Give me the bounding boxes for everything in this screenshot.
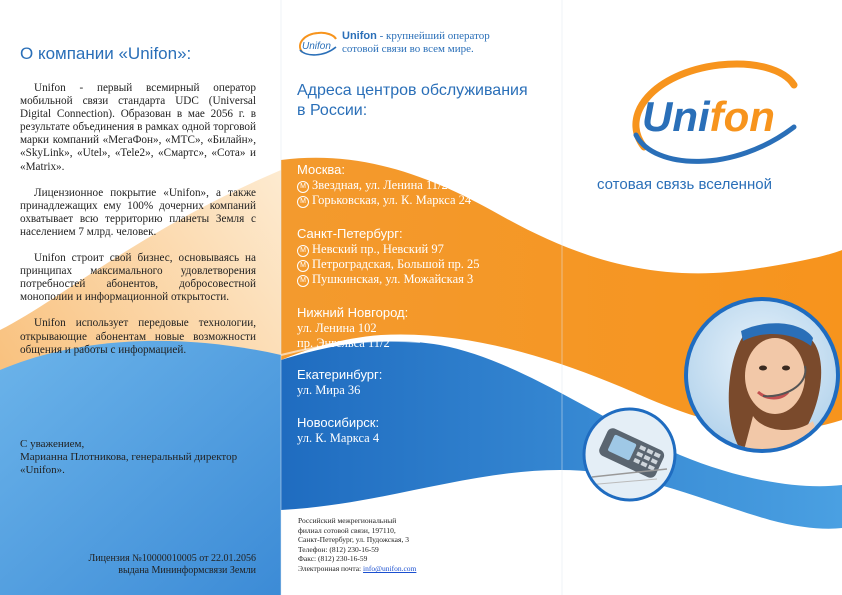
regards-text: С уважением,: [20, 438, 85, 450]
signature-text: Марианна Плотникова, генеральный директор «Unifon».: [20, 451, 238, 476]
brand-name: Unifon: [342, 30, 377, 42]
license-block: [60, 553, 256, 577]
footer-fax: Факс: (812) 230-16-59: [298, 554, 368, 564]
address-line: ул. Ленина 102: [297, 321, 377, 335]
addresses-title-line2: в России:: [297, 102, 368, 119]
unifon-small-logo: [296, 30, 340, 58]
footer-phone: Телефон: (812) 230-16-59: [298, 544, 379, 554]
tagline-part: - крупнейший оператор: [376, 30, 490, 42]
about-text: [20, 82, 256, 370]
address-line: М Петроградская, Большой пр. 25: [297, 257, 537, 272]
metro-icon: М: [297, 260, 309, 272]
metro-icon: М: [297, 181, 309, 193]
tagline-line2: сотовой связи во всем мире.: [342, 43, 474, 55]
metro-icon: М: [297, 275, 309, 287]
city-moscow: [297, 162, 537, 208]
signature-block: [20, 438, 260, 477]
address-line: М Невский пр., Невский 97: [297, 242, 537, 257]
city-spb: [297, 226, 537, 287]
about-paragraph: Unifon строит свой бизнес, основываясь на принципах максимального удовлетворения потребностей абонентов, добросовестной монополии и информационной открытости.: [20, 252, 256, 304]
about-paragraph: Unifon - первый всемирный оператор мобильной связи стандарта UDC (Universal Digital Connection). Образован в мае 2056 г. в результате объединения в рамках одной торговой марки компаний «МегаФон», «МТС», «Билайн», «SkyLink», «Utel», «Tele2», «Смартс», «Сота» и «Matrix».: [20, 82, 256, 173]
address-line: М Горьковская, ул. К. Маркса 24: [297, 193, 537, 208]
footer-line: Российский межрегиональный: [298, 516, 397, 525]
about-title: О компании «Unifon»:: [20, 44, 192, 63]
city-nizhny-novgorod: [297, 305, 537, 351]
city-name: Нижний Новгород:: [297, 305, 409, 320]
main-logo-text: Unifon: [642, 93, 775, 140]
footer-email-row: Электронная почта: info@unifon.com: [298, 563, 417, 573]
addresses-title-line1: Адреса центров обслуживания: [297, 82, 528, 99]
footer-line: Санкт-Петербург, ул. Пудожская, 3: [298, 535, 409, 545]
address-line: М Звездная, ул. Ленина 11/2: [297, 178, 537, 193]
footer-line: филиал сотовой связи, 197110,: [298, 525, 396, 535]
small-logo-text: Unifon: [302, 41, 331, 52]
license-issuer: выдана Мининформсвязи Земли: [118, 565, 256, 576]
slogan: сотовая связь вселенной: [597, 176, 772, 193]
about-paragraph: Лицензионное покрытие «Unifon», а также принадлежащих ему 100% дочерних компаний охватывает всю территорию планеты Земля с населением 7 млрд. человек.: [20, 186, 256, 238]
address-line: ул. К. Маркса 4: [297, 431, 380, 445]
city-name: Екатеринбург:: [297, 367, 383, 382]
metro-icon: М: [297, 245, 309, 257]
woman-headset-photo: [683, 296, 841, 454]
address-line: пр. Энгельса 11/2: [297, 336, 390, 350]
unifon-main-logo: [624, 55, 804, 175]
metro-icon: М: [297, 196, 309, 208]
address-line: М Пушкинская, ул. Можайская 3: [297, 272, 537, 287]
license-line: Лицензия №10000010005 от 22.01.2056: [88, 553, 256, 564]
city-name: Новосибирск:: [297, 415, 380, 430]
email-link[interactable]: info@unifon.com: [363, 563, 417, 573]
city-novosibirsk: [297, 415, 537, 446]
city-name: Санкт-Петербург:: [297, 226, 403, 241]
about-paragraph: Unifon использует передовые технологии, открывающие абонентам новые возможности общения и работы с информацией.: [20, 317, 256, 356]
addresses-title: [297, 81, 528, 121]
mobile-phone-photo: [582, 407, 677, 502]
contact-footer: [298, 516, 416, 574]
address-line: ул. Мира 36: [297, 383, 361, 397]
header-tagline: [342, 30, 490, 56]
city-ekaterinburg: [297, 367, 537, 398]
city-name: Москва:: [297, 162, 345, 177]
